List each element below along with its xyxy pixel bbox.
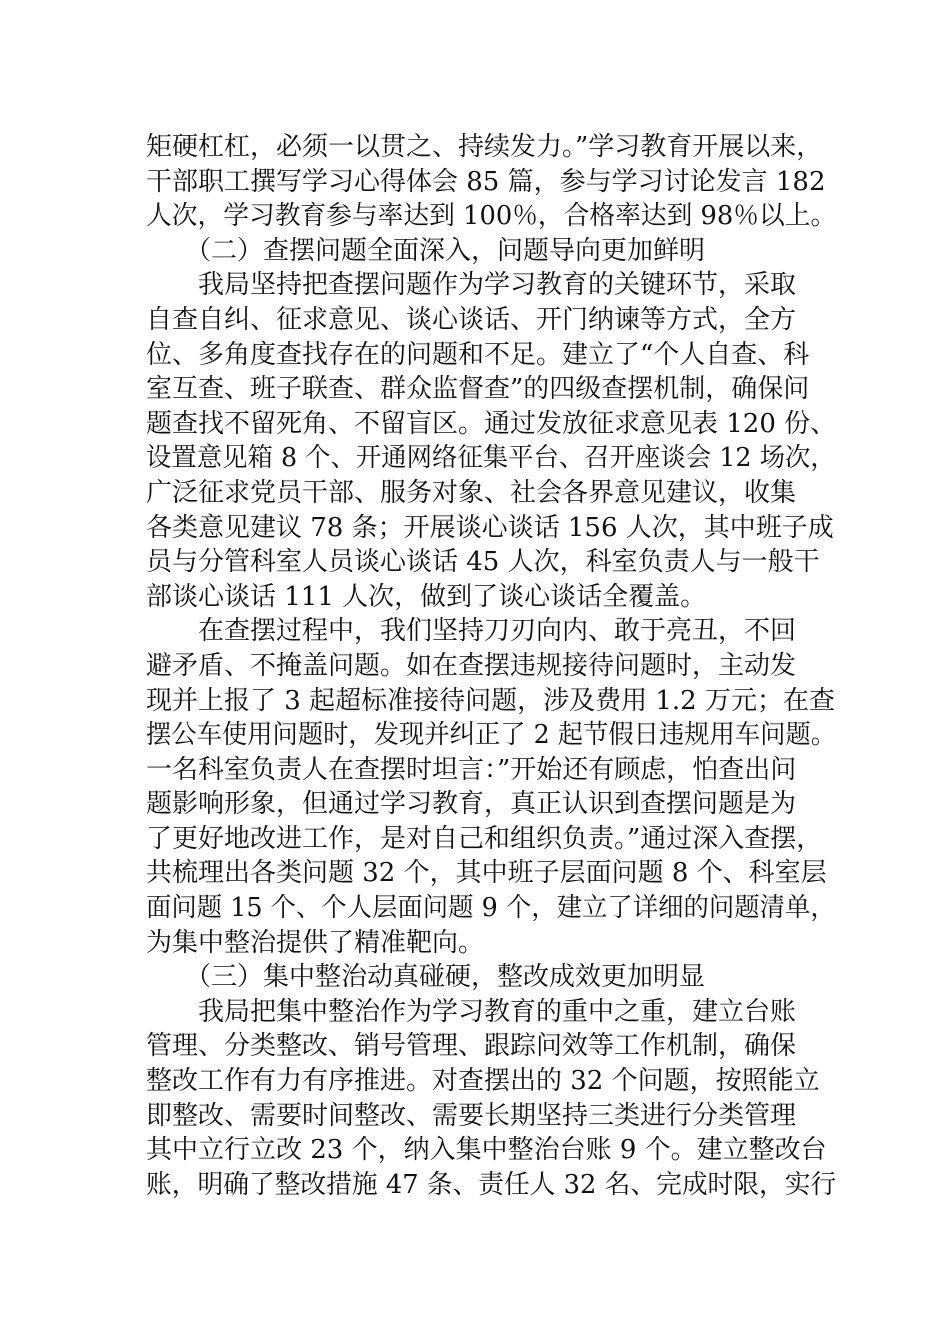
text-line: 自查自纠、征求意见、谈心谈话、开门纳谏等方式，全方 (146, 304, 797, 335)
text-line: 现并上报了 3 起超标准接待问题，涉及费用 1.2 万元；在查 (146, 685, 835, 716)
text-line: 即整改、需要时间整改、需要长期坚持三类进行分类管理 (146, 1100, 797, 1131)
text-line: 摆公车使用问题时，发现并纠正了 2 起节假日违规用车问题。 (146, 720, 837, 751)
text-line: 了更好地改进工作，是对自己和组织负责。”通过深入查摆， (146, 823, 823, 854)
text-line: 在查摆过程中，我们坚持刀刃向内、敢于亮丑，不回 (146, 616, 797, 647)
text-line: 部谈心谈话 111 人次，做到了谈心谈话全覆盖。 (146, 581, 707, 612)
text-line: 位、多角度查找存在的问题和不足。建立了“个人自查、科 (146, 339, 810, 370)
text-line: 我局坚持把查摆问题作为学习教育的关键环节，采取 (146, 270, 797, 301)
text-line: 题影响形象，但通过学习教育，真正认识到查摆问题是为 (146, 789, 797, 820)
text-line: 其中立行立改 23 个，纳入集中整治台账 9 个。建立整改台 (146, 1135, 827, 1166)
text-line: 人次，学习教育参与率达到 100％，合格率达到 98％以上。 (146, 201, 837, 232)
text-line: 一名科室负责人在查摆时坦言：”开始还有顾虑，怕查出问 (146, 754, 797, 785)
text-line: 干部职工撰写学习心得体会 85 篇，参与学习讨论发言 182 (146, 166, 826, 197)
text-line: 共梳理出各类问题 32 个，其中班子层面问题 8 个、科室层 (146, 858, 827, 889)
text-line: 室互查、班子联查、群众监督查”的四级查摆机制，确保问 (146, 374, 810, 405)
text-line: 避矛盾、不掩盖问题。如在查摆违规接待问题时，主动发 (146, 650, 797, 681)
text-line: 面问题 15 个、个人层面问题 9 个，建立了详细的问题清单， (146, 893, 836, 924)
section-heading: （二）查摆问题全面深入，问题导向更加鲜明 (146, 235, 706, 266)
text-line: 员与分管科室人员谈心谈话 45 人次，科室负责人与一般干 (146, 547, 820, 578)
body-text (146, 130, 836, 1202)
text-line: 管理、分类整改、销号管理、跟踪问效等工作机制，确保 (146, 1031, 797, 1062)
text-line: 矩硬杠杠，必须一以贯之、持续发力。”学习教育开展以来， (146, 132, 823, 162)
text-line: 广泛征求党员干部、服务对象、社会各界意见建议，收集 (146, 477, 797, 508)
text-line: 我局把集中整治作为学习教育的重中之重，建立台账 (146, 996, 797, 1027)
text-line: 账，明确了整改措施 47 条、责任人 32 名、完成时限，实行 (146, 1169, 837, 1200)
section-heading: （三）集中整治动真碰硬，整改成效更加明显 (146, 962, 706, 993)
text-line: 题查找不留死角、不留盲区。通过发放征求意见表 120 份、 (146, 408, 837, 439)
text-line: 整改工作有力有序推进。对查摆出的 32 个问题，按照能立 (146, 1066, 820, 1097)
text-line: 设置意见箱 8 个、开通网络征集平台、召开座谈会 12 场次， (146, 443, 836, 474)
text-line: 各类意见建议 78 条；开展谈心谈话 156 人次，其中班子成 (146, 512, 834, 543)
text-line: 为集中整治提供了精准靶向。 (146, 927, 485, 958)
